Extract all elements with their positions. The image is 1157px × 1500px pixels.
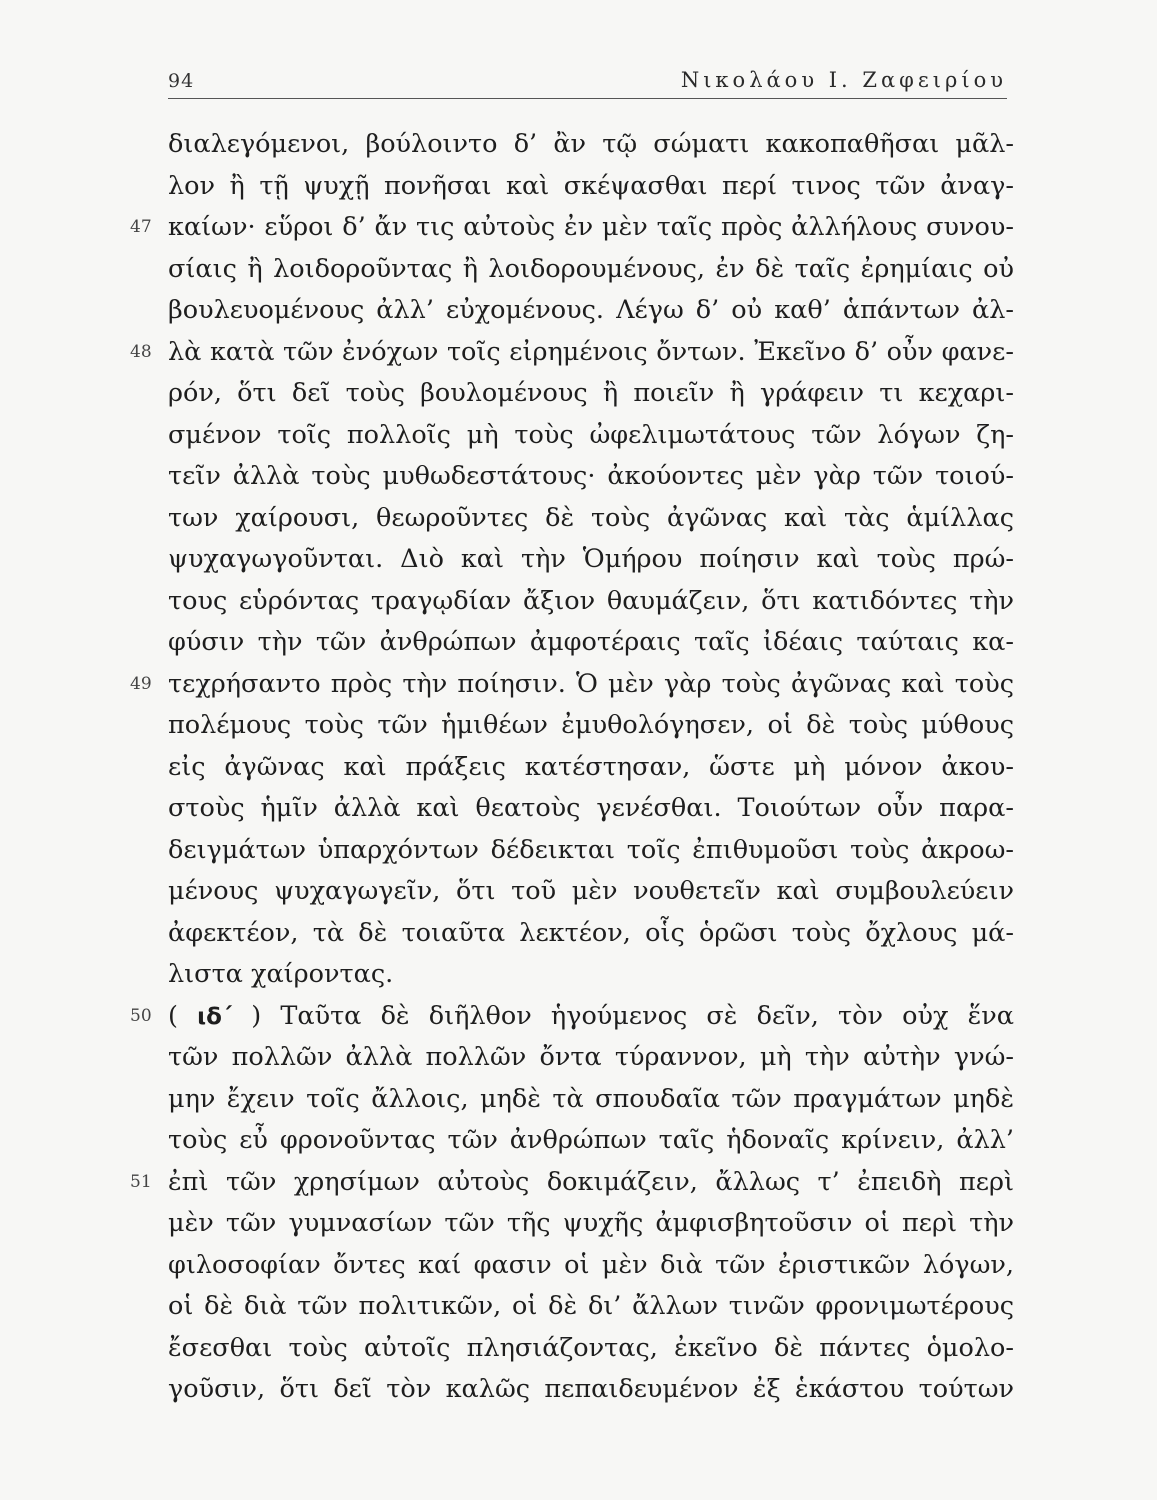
running-head: Νικολάου Ι. Ζαφειρίου <box>680 68 1007 92</box>
line-text: Ταῦτα δὲ διῆλθον ἡγούμενος σὲ δεῖν, τὸν οὐχ ἕνα <box>280 1000 1014 1031</box>
text-line <box>168 830 1014 872</box>
line-text: λὰ κατὰ τῶν ἐνόχων τοῖς εἰρημένοις ὄντων. Ἐκεῖνο δ’ οὖν φανε- <box>168 336 1014 367</box>
line-text: διαλεγόμενοι, βούλοιντο δ’ ἂν τῷ σώματι κακοπαθῆσαι μᾶλ- <box>168 129 1014 159</box>
line-text: εἰς ἀγῶνας καὶ πράξεις κατέστησαν, ὥστε μὴ μόνον ἀκου- <box>168 751 1014 782</box>
section-open-paren: ( <box>168 1000 198 1031</box>
text-line <box>130 332 1014 374</box>
text-line <box>168 249 1014 291</box>
line-text: στοὺς ἡμῖν ἀλλὰ καὶ θεατοὺς γενέσθαι. Τοιούτων οὖν παρα- <box>168 793 1014 823</box>
text-line <box>168 705 1014 747</box>
margin-line-number: 48 <box>130 341 152 362</box>
line-text: λιστα χαίροντας. <box>168 959 394 989</box>
line-text: γοῦσιν, ὅτι δεῖ τὸν καλῶς πεπαιδευμένον ἐξ ἑκάστου τούτων <box>168 1374 1014 1404</box>
line-text: βουλευομένους ἀλλ’ εὐχομένους. Λέγω δ’ οὐ καθ’ ἁπάντων ἀλ- <box>168 295 1014 325</box>
text-line <box>168 1037 1014 1079</box>
text-line <box>168 1079 1014 1121</box>
text-line <box>168 954 1014 996</box>
margin-line-number: 51 <box>130 1171 152 1192</box>
line-text: δειγμάτων ὑπαρχόντων δέδεικται τοῖς ἐπιθυμοῦσι τοὺς ἀκροω- <box>168 834 1014 865</box>
text-line <box>168 456 1014 498</box>
line-text: λον ἢ τῇ ψυχῇ πονῆσαι καὶ σκέψασθαι περί τινος τῶν ἀναγ- <box>168 170 1014 201</box>
line-text: τους εὑρόντας τραγῳδίαν ἄξιον θαυμάζειν, ὅτι κατιδόντες τὴν <box>168 585 1014 616</box>
text-line <box>168 913 1014 955</box>
text-line <box>168 166 1014 208</box>
line-text: ἔσεσθαι τοὺς αὐτοῖς πλησιάζοντας, ἐκεῖνο δὲ πάντες ὁμολο- <box>168 1332 1014 1363</box>
text-line <box>168 124 1014 166</box>
body-text <box>130 124 1014 1411</box>
text-line <box>168 1203 1014 1245</box>
text-line <box>168 788 1014 830</box>
line-text: σμένον τοῖς πολλοῖς μὴ τοὺς ὠφελιμωτάτους τῶν λόγων ζη- <box>168 419 1014 450</box>
line-text: τεῖν ἀλλὰ τοὺς μυθωδεστάτους· ἀκούοντες μὲν γὰρ τῶν τοιού- <box>168 461 1014 491</box>
line-text: των χαίρουσι, θεωροῦντες δὲ τοὺς ἀγῶνας καὶ τὰς ἁμίλλας <box>168 502 1014 533</box>
line-text: ρόν, ὅτι δεῖ τοὺς βουλομένους ἢ ποιεῖν ἢ γράφειν τι κεχαρι- <box>168 378 1014 408</box>
line-text: τῶν πολλῶν ἀλλὰ πολλῶν ὄντα τύραννον, μὴ τὴν αὐτὴν γνώ- <box>168 1042 1014 1072</box>
text-line <box>168 498 1014 540</box>
line-text: μὲν τῶν γυμνασίων τῶν τῆς ψυχῆς ἀμφισβητοῦσιν οἱ περὶ τὴν <box>168 1208 1014 1238</box>
page-number: 94 <box>168 70 195 92</box>
line-text: μην ἔχειν τοῖς ἄλλοις, μηδὲ τὰ σπουδαῖα τῶν πραγμάτων μηδὲ <box>168 1083 1014 1114</box>
line-text: πολέμους τοὺς τῶν ἡμιθέων ἐμυθολόγησεν, οἱ δὲ τοὺς μύθους <box>168 710 1014 740</box>
text-line <box>168 1369 1014 1411</box>
line-text: σίαις ἢ λοιδοροῦντας ἢ λοιδορουμένους, ἐν δὲ ταῖς ἐρημίαις οὐ <box>168 253 1014 284</box>
margin-line-number: 50 <box>130 1005 152 1026</box>
text-line <box>168 415 1014 457</box>
section-number: ιδ΄ <box>197 1003 233 1030</box>
text-line <box>168 1286 1014 1328</box>
margin-line-number: 47 <box>130 217 152 237</box>
line-text: τοὺς εὖ φρονοῦντας τῶν ἀνθρώπων ταῖς ἡδοναῖς κρίνειν, ἀλλ’ <box>168 1125 1014 1155</box>
line-text: μένους ψυχαγωγεῖν, ὅτι τοῦ μὲν νουθετεῖν καὶ συμβουλεύειν <box>168 876 1014 906</box>
text-line <box>130 207 1014 249</box>
margin-line-number: 49 <box>130 673 152 694</box>
text-line <box>168 290 1014 332</box>
text-line <box>130 664 1014 706</box>
text-line <box>168 747 1014 789</box>
text-line <box>168 622 1014 664</box>
text-line <box>168 1328 1014 1370</box>
line-text: ἀφεκτέον, τὰ δὲ τοιαῦτα λεκτέον, οἷς ὁρῶσι τοὺς ὄχλους μά- <box>168 917 1014 948</box>
line-text: φύσιν τὴν τῶν ἀνθρώπων ἀμφοτέραις ταῖς ἰδέαις ταύταις κα- <box>168 627 1014 657</box>
page-header <box>168 64 1007 99</box>
line-text: φιλοσοφίαν ὄντες καί φασιν οἱ μὲν διὰ τῶν ἐριστικῶν λόγων, <box>168 1249 1014 1280</box>
line-text: ἐπὶ τῶν χρησίμων αὐτοὺς δοκιμάζειν, ἄλλως τ’ ἐπειδὴ περὶ <box>168 1166 1014 1197</box>
text-line <box>168 1245 1014 1287</box>
text-line <box>168 539 1014 581</box>
text-line <box>168 581 1014 623</box>
text-line <box>130 996 1014 1038</box>
line-text: ψυχαγωγοῦνται. Διὸ καὶ τὴν Ὁμήρου ποίησιν καὶ τοὺς πρώ- <box>168 544 1014 574</box>
line-text: καίων· εὕροι δ’ ἄν τις αὐτοὺς ἐν μὲν ταῖς πρὸς ἀλλήλους συνου- <box>168 212 1014 242</box>
text-line <box>130 1162 1014 1204</box>
line-text: οἱ δὲ διὰ τῶν πολιτικῶν, οἱ δὲ δι’ ἄλλων τινῶν φρονιμωτέρους <box>168 1291 1014 1321</box>
text-line <box>168 1120 1014 1162</box>
text-line <box>168 871 1014 913</box>
text-line <box>168 373 1014 415</box>
line-text: τεχρήσαντο πρὸς τὴν ποίησιν. Ὁ μὲν γὰρ τοὺς ἀγῶνας καὶ τοὺς <box>168 668 1014 699</box>
section-close-paren: ) <box>232 1000 281 1031</box>
